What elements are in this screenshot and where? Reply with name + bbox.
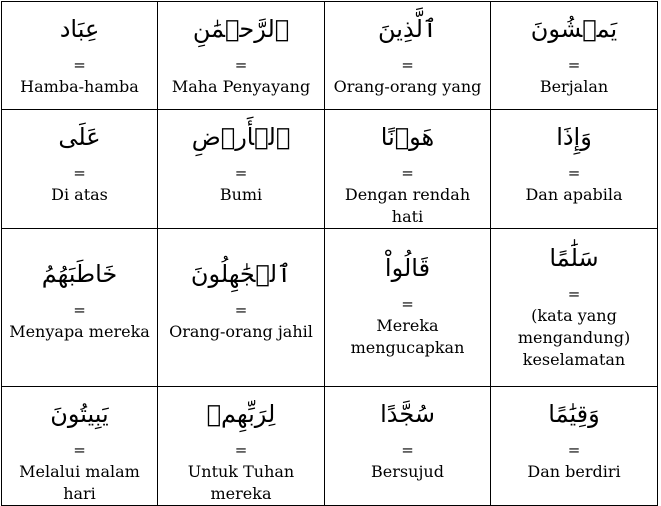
equals-sign: = <box>567 164 581 182</box>
equals-sign: = <box>401 56 414 74</box>
equals-sign: = <box>234 56 248 74</box>
vocab-cell <box>158 229 325 387</box>
vocab-cell <box>325 387 491 506</box>
meaning-text: Maha Penyayang <box>171 77 311 96</box>
vocab-cell <box>491 387 658 506</box>
equals-sign: = <box>73 441 86 459</box>
arabic-word: خَاطَبَهُمُ <box>41 260 118 288</box>
table-row <box>2 387 658 506</box>
arabic-word: ٱلۡجَٰهِلُونَ <box>190 260 292 288</box>
meaning-text: Melalui malam hari <box>19 462 140 503</box>
equals-sign: = <box>567 441 581 459</box>
arabic-word: ٱلۡأَرۡضِ <box>191 123 291 151</box>
vocab-cell <box>491 110 658 229</box>
arabic-word: هَوۡنًا <box>380 123 435 151</box>
vocab-cell <box>158 2 325 110</box>
arabic-word: وَإِذَا <box>556 123 592 151</box>
arabic-word: ٱلرَّحۡمَٰنِ <box>192 15 290 43</box>
meaning-text: Berjalan <box>539 77 609 96</box>
arabic-word: ٱلَّذِينَ <box>378 15 437 43</box>
equals-sign: = <box>73 164 86 182</box>
table-row <box>2 229 658 387</box>
meaning-text: Orang-orang yang <box>333 77 482 96</box>
meaning-text: Bumi <box>219 185 263 204</box>
meaning-text: Mereka mengucapkan <box>350 316 465 357</box>
arabic-word: وَقِيَٰمًا <box>548 400 600 428</box>
arabic-word: عِبَاد <box>59 15 100 43</box>
arabic-word: سُجَّدًا <box>380 400 435 428</box>
meaning-text: Menyapa mereka <box>9 322 150 341</box>
meaning-text: Dan apabila <box>525 185 623 204</box>
equals-sign: = <box>401 295 414 313</box>
meaning-text: Orang-orang jahil <box>169 322 313 341</box>
vocab-cell <box>491 229 658 387</box>
equals-sign: = <box>73 56 86 74</box>
equals-sign: = <box>567 285 581 303</box>
vocab-cell <box>491 2 658 110</box>
vocab-cell <box>325 229 491 387</box>
vocab-cell <box>2 229 158 387</box>
equals-sign: = <box>234 301 248 319</box>
meaning-text: Di atas <box>51 185 108 204</box>
arabic-word: لِرَبِّهِمۡ <box>206 400 276 428</box>
meaning-text: (kata yang mengandung) keselamatan <box>517 306 631 369</box>
vocab-cell <box>325 110 491 229</box>
arabic-word: يَبِيتُونَ <box>50 400 109 428</box>
equals-sign: = <box>234 164 248 182</box>
meaning-text: Bersujud <box>371 462 444 481</box>
vocabulary-table <box>1 1 658 506</box>
meaning-text: Untuk Tuhan mereka <box>187 462 295 503</box>
vocab-cell <box>158 387 325 506</box>
arabic-word: يَمۡشُونَ <box>530 15 618 43</box>
vocab-cell <box>2 2 158 110</box>
equals-sign: = <box>401 441 414 459</box>
table-row <box>2 110 658 229</box>
equals-sign: = <box>567 56 581 74</box>
equals-sign: = <box>401 164 414 182</box>
meaning-text: Hamba-hamba <box>20 77 139 96</box>
vocab-cell <box>2 387 158 506</box>
table-row <box>2 2 658 110</box>
equals-sign: = <box>73 301 86 319</box>
arabic-word: عَلَى <box>58 123 101 151</box>
vocab-cell <box>325 2 491 110</box>
equals-sign: = <box>234 441 248 459</box>
arabic-word: قَالُواْ <box>384 254 431 282</box>
meaning-text: Dengan rendah hati <box>344 185 471 226</box>
vocab-cell <box>2 110 158 229</box>
vocab-cell <box>158 110 325 229</box>
meaning-text: Dan berdiri <box>527 462 621 481</box>
arabic-word: سَلَٰمًا <box>549 244 599 272</box>
